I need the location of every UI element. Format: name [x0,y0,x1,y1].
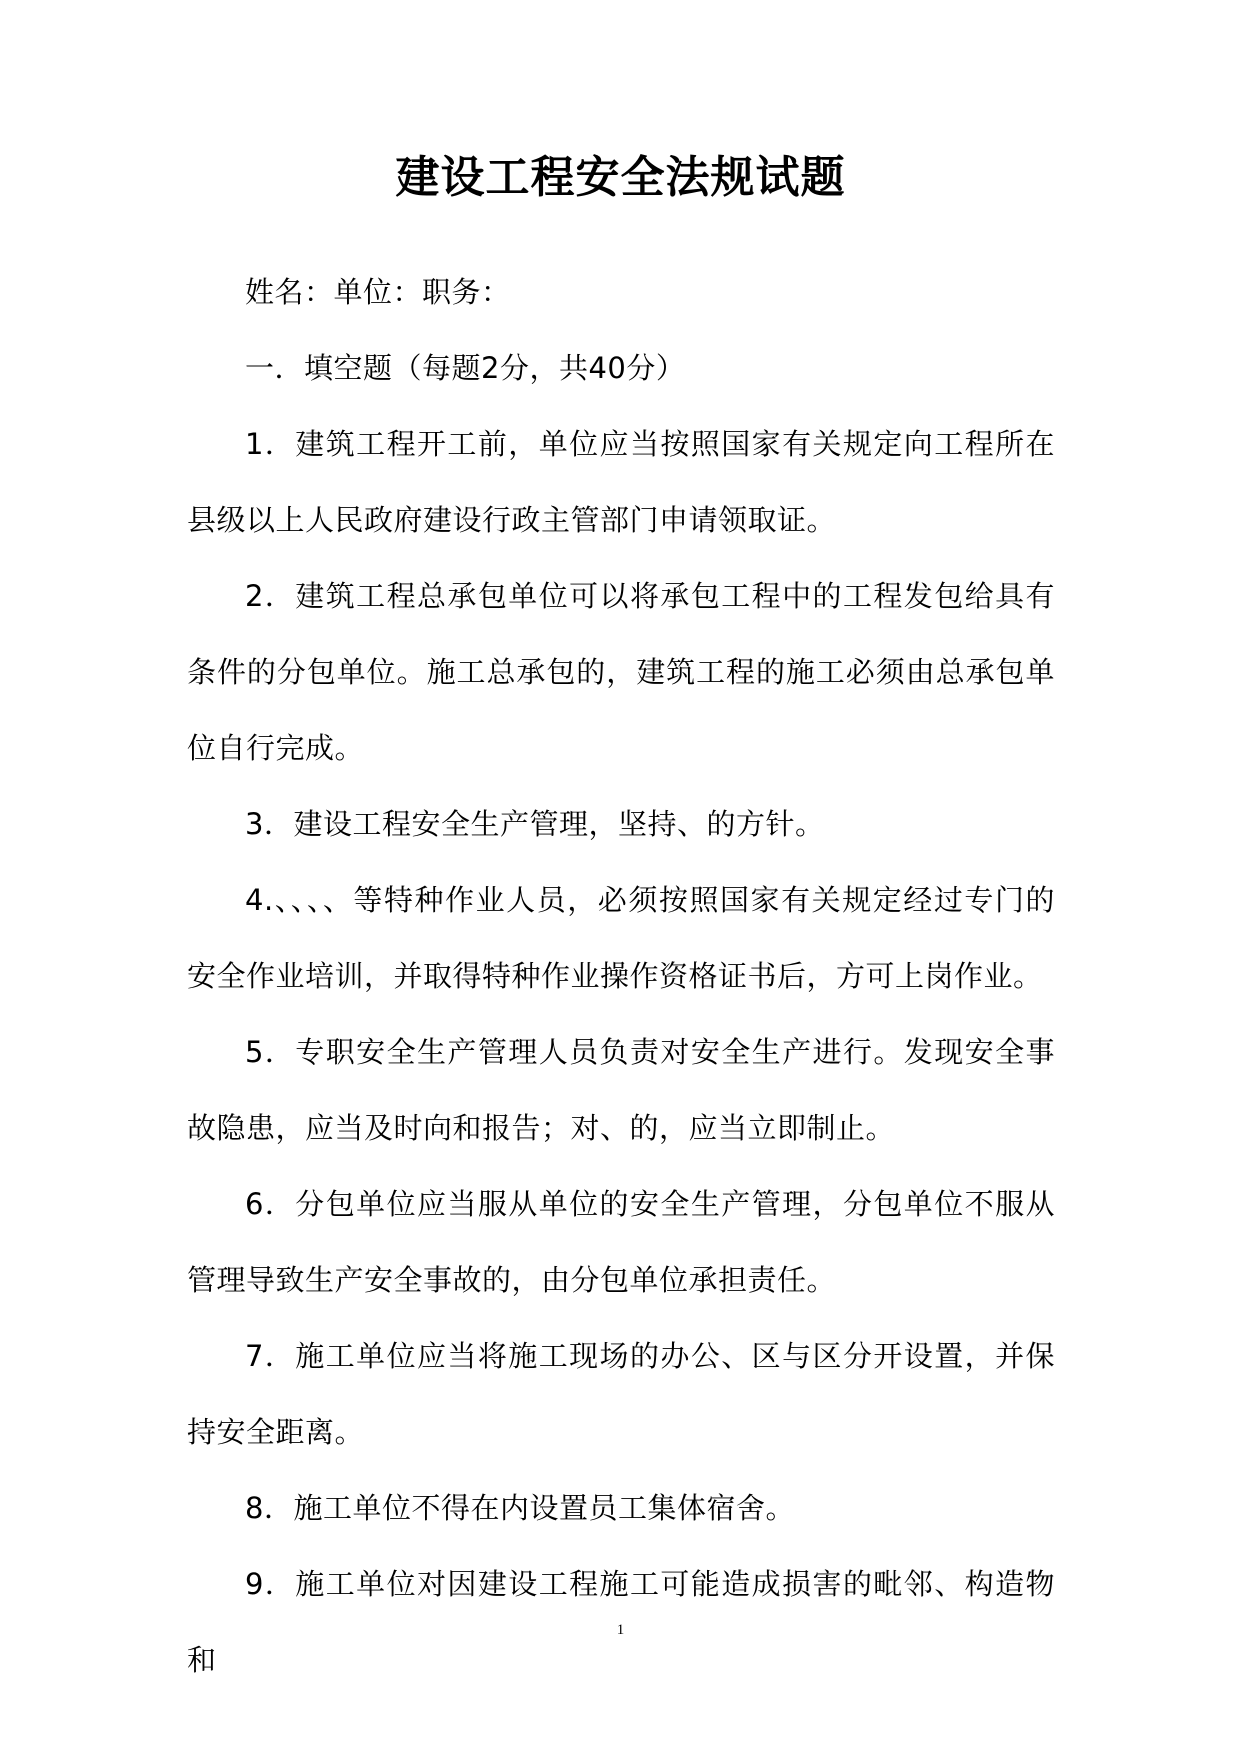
question-7: 7．施工单位应当将施工现场的办公、区与区分开设置，并保持安全距离。 [187,1339,1055,1449]
document-title: 建设工程安全法规试题 [395,152,846,203]
question-4: 4.、、、、等特种作业人员，必须按照国家有关规定经过专门的安全作业培训，并取得特种作业操作资格证书后，方可上岗作业。 [187,883,1055,993]
name-unit-position-line: 姓名：单位：职务： [245,275,511,309]
question-3: 3．建设工程安全生产管理，坚持、的方针。 [245,807,825,841]
question-6: 6．分包单位应当服从单位的安全生产管理，分包单位不服从管理导致生产安全事故的，由分包单位承担责任。 [187,1187,1055,1297]
document-body [187,254,1055,1698]
question-8: 8．施工单位不得在内设置员工集体宿舍。 [245,1491,795,1525]
section-heading-fill-in: 一．填空题（每题2分，共40分） [245,351,686,385]
question-5: 5．专职安全生产管理人员负责对安全生产进行。发现安全事故隐患，应当及时向和报告；对、的，应当立即制止。 [187,1035,1055,1145]
question-2: 2．建筑工程总承包单位可以将承包工程中的工程发包给具有条件的分包单位。施工总承包的，建筑工程的施工必须由总承包单位自行完成。 [187,579,1055,765]
page-number: 1 [616,1622,625,1638]
question-9: 9．施工单位对因建设工程施工可能造成损害的毗邻、构造物和 [187,1567,1055,1677]
question-1: 1．建筑工程开工前，单位应当按照国家有关规定向工程所在县级以上人民政府建设行政主管部门申请领取证。 [187,427,1055,537]
